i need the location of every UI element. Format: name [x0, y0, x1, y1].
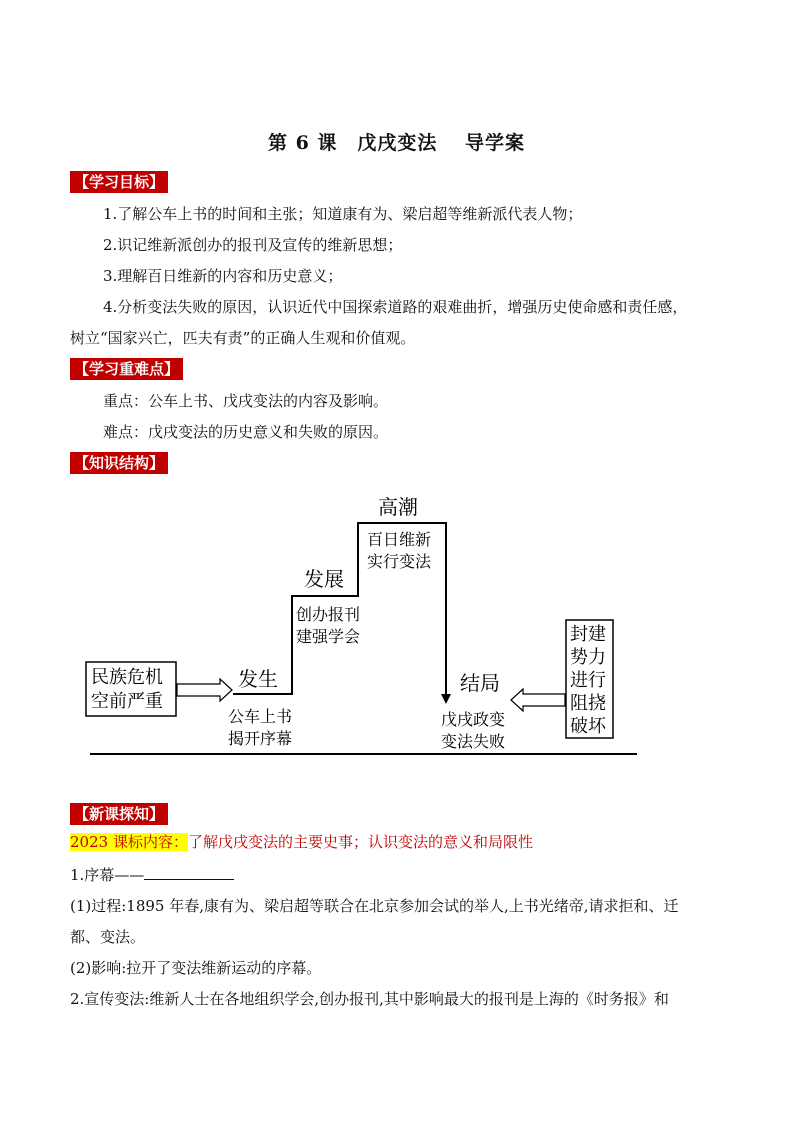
stage-desc-start-1: 公车上书 [228, 707, 293, 726]
page-title: 第 6 课 戊戌变法 导学案 [267, 132, 526, 154]
stage-label-end: 结局 [460, 671, 500, 695]
feudal-label-2: 势力 [570, 647, 606, 668]
feudal-label-5: 破坏 [570, 716, 606, 737]
stage-desc-develop-1: 创办报刊 [296, 605, 361, 624]
stage-label-start: 发生 [238, 667, 278, 691]
content-item-2: 2.宣传变法:维新人士在各地组织学会,创办报刊,其中影响最大的报刊是上海的《时务报》和 [70, 990, 669, 1008]
stage-desc-climax-1: 百日维新 [367, 530, 432, 549]
goal-3: 3.理解百日维新的内容和历史意义； [103, 267, 343, 285]
feudal-label-4: 阻挠 [570, 693, 606, 714]
section-heading-goals: 【学习目标】 [70, 171, 168, 193]
stage-desc-end-2: 变法失败 [441, 732, 506, 751]
curriculum-label: 2023 课标内容： [70, 833, 188, 851]
stage-label-develop: 发展 [304, 567, 344, 591]
arrow-down-icon [441, 694, 451, 704]
stage-desc-climax-2: 实行变法 [367, 552, 432, 571]
stage-desc-develop-2: 建强学会 [296, 627, 361, 646]
goal-2: 2.识记维新派创办的报刊及宣传的维新思想； [103, 236, 403, 254]
difficult-point: 难点：戊戌变法的历史意义和失败的原因。 [103, 423, 389, 441]
content-item-1 [70, 864, 234, 886]
item-1-process: (1)过程:1895 年春,康有为、梁启超等联合在北京参加会试的举人,上书光绪帝,请求拒和、迁 [70, 897, 679, 915]
stage-desc-end-1: 戊戌政变 [441, 710, 506, 729]
item-1-heading: 1.序幕—— [70, 866, 145, 884]
crisis-label-1: 民族危机 [91, 667, 163, 688]
crisis-label-2: 空前严重 [91, 691, 163, 712]
section-heading-new-lesson: 【新课探知】 [70, 803, 168, 825]
stage-label-climax: 高潮 [378, 495, 418, 519]
hollow-arrow-right-icon [177, 679, 232, 701]
key-point: 重点：公车上书、戊戌变法的内容及影响。 [103, 392, 389, 410]
curriculum-line [70, 831, 533, 853]
section-heading-keypoints: 【学习重难点】 [70, 358, 183, 380]
fill-in-blank [144, 865, 234, 880]
section-heading-structure: 【知识结构】 [70, 452, 168, 474]
stage-desc-start-2: 揭开序幕 [228, 729, 293, 748]
goal-4-continued: 树立“国家兴亡，匹夫有责”的正确人生观和价值观。 [70, 329, 416, 347]
feudal-label-1: 封建 [570, 624, 606, 645]
item-1-process-continued: 都、变法。 [70, 928, 146, 946]
curriculum-text: 了解戊戌变法的主要史事；认识变法的意义和局限性 [187, 833, 533, 851]
hollow-arrow-left-icon [511, 689, 565, 711]
goal-4: 4.分析变法失败的原因，认识近代中国探索道路的艰难曲折，增强历史使命感和责任感， [103, 298, 688, 316]
feudal-label-3: 进行 [570, 670, 606, 691]
goal-1: 1.了解公车上书的时间和主张；知道康有为、梁启超等维新派代表人物； [103, 205, 583, 223]
item-1-effect: (2)影响:拉开了变法维新运动的序幕。 [70, 959, 322, 977]
